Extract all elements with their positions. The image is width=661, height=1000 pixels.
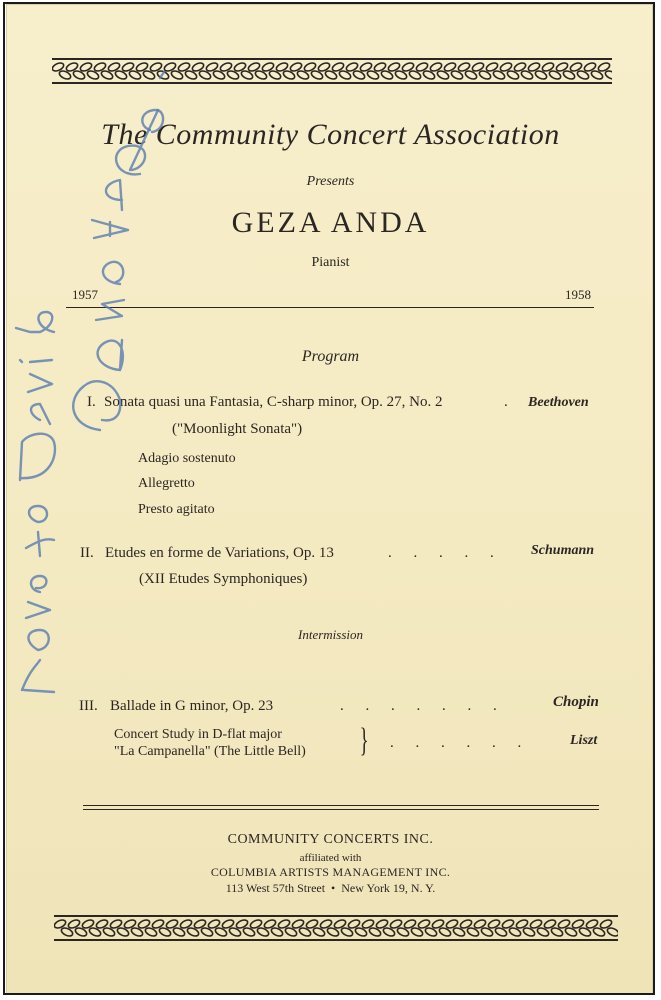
item-2-composer: Schumann [531, 543, 595, 558]
ornament-icon [52, 58, 612, 84]
bottom-ornamental-band [54, 915, 618, 941]
item-3-composer: Chopin [553, 694, 599, 710]
liszt-work-1: Concert Study in D-flat major [114, 727, 282, 742]
presents-label: Presents [306, 174, 355, 189]
item-2-leader: . . . . . [388, 545, 503, 561]
item-2-title: Etudes en forme de Variations, Op. 13 [105, 545, 334, 561]
page-title: The Community Concert Association [101, 118, 560, 151]
season-end-year: 1958 [565, 287, 591, 302]
header-divider [66, 307, 594, 308]
item-3-title: Ballade in G minor, Op. 23 [110, 698, 274, 714]
item-1-title: Sonata quasi una Fantasia, C-sharp minor, Op. 27, No. 2 [104, 394, 443, 410]
movement-2: Allegretto [138, 476, 195, 491]
movement-3: Presto agitato [138, 502, 215, 517]
item-1-subtitle: ("Moonlight Sonata") [172, 421, 303, 437]
brace-icon: } [359, 722, 369, 759]
footer-management: COLUMBIA ARTISTS MANAGEMENT INC. [210, 865, 451, 879]
program-heading: Program [301, 348, 360, 365]
footer-rule-top [83, 805, 599, 806]
movement-1: Adagio sostenuto [138, 451, 236, 466]
item-2-subtitle: (XII Etudes Symphoniques) [139, 571, 308, 587]
item-4-leader: . . . . . . [390, 735, 531, 751]
intermission-label: Intermission [298, 627, 363, 642]
artist-role: Pianist [311, 255, 350, 270]
item-3-numeral: III. [79, 698, 98, 714]
footer-org: COMMUNITY CONCERTS INC. [227, 832, 434, 847]
item-2-numeral: II. [80, 545, 94, 561]
item-1-numeral: I. [87, 394, 96, 410]
artist-name: GEZA ANDA [231, 206, 430, 239]
liszt-work-2: "La Campanella" (The Little Bell) [114, 744, 306, 759]
ornament-icon [54, 915, 618, 941]
item-1-leader: . [504, 394, 517, 410]
footer-affiliated: affiliated with [299, 852, 362, 864]
footer-rule-bottom [83, 809, 599, 810]
item-1-composer: Beethoven [528, 395, 589, 410]
top-ornamental-band [52, 58, 612, 84]
season-start-year: 1957 [72, 287, 98, 302]
item-3-leader: . . . . . . . [340, 698, 506, 714]
item-4-composer: Liszt [570, 733, 598, 748]
footer-address: 113 West 57th Street • New York 19, N. Y. [225, 881, 436, 895]
